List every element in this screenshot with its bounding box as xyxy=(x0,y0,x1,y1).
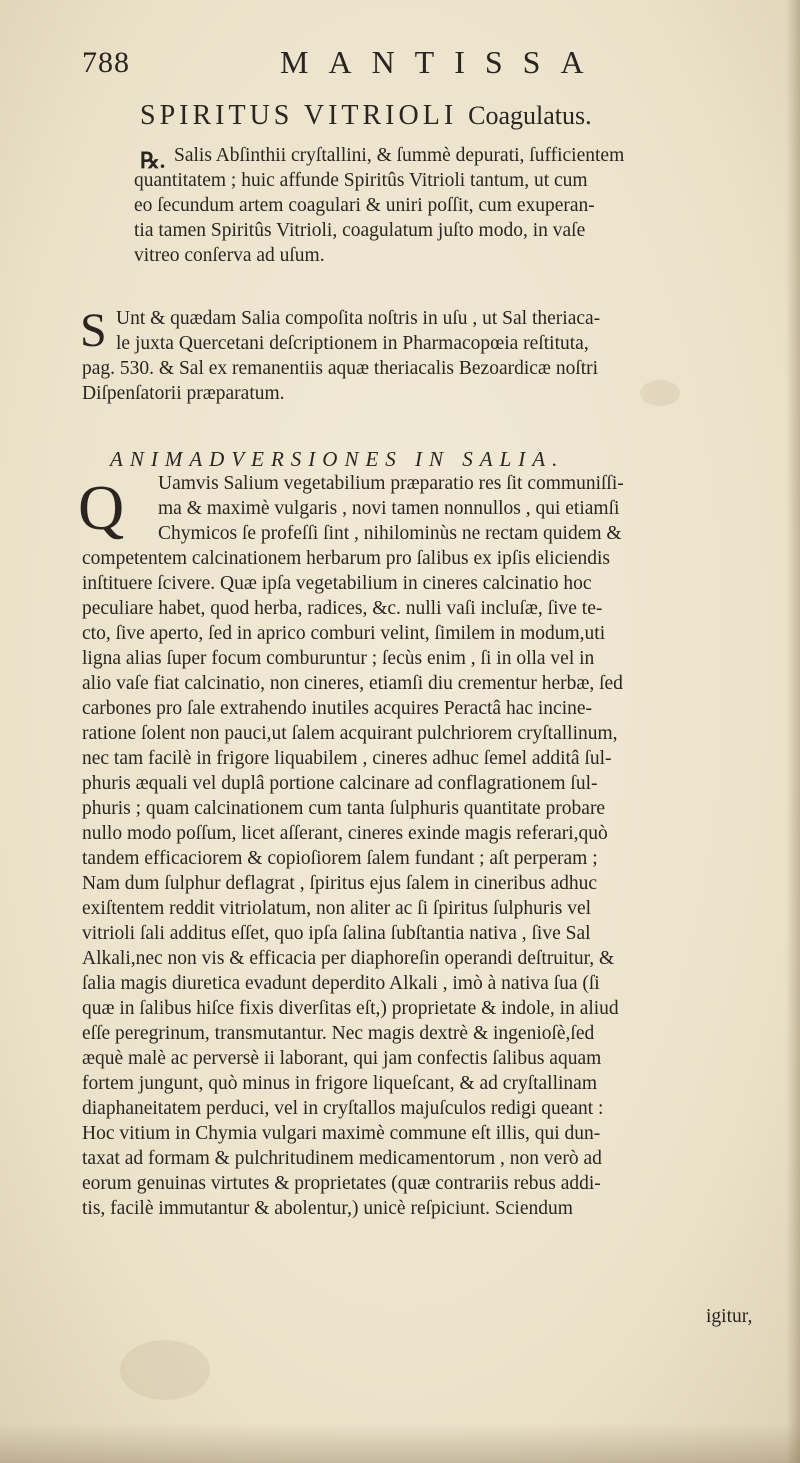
text-line: eo ſecundum artem coagulari & uniri poſſit, cum exuperan- xyxy=(134,195,595,216)
text-line: competentem calcinationem herbarum pro ſalibus ex ipſis eliciendis xyxy=(82,548,610,569)
text-line: tandem efficaciorem & copioſiorem ſalem fundant ; aſt perperam ; xyxy=(82,848,598,869)
paper-stain xyxy=(120,1340,210,1400)
page-bottom-shadow xyxy=(0,1423,800,1463)
text-line: ma & maximè vulgaris , novi tamen nonnullos , qui etiamſi xyxy=(158,498,620,519)
running-head: MANTISSA xyxy=(280,44,604,80)
text-line: nullo modo poſſum, licet aſſerant, cineres exinde magis referari,quò xyxy=(82,823,608,844)
title-sub: Coagulatus. xyxy=(468,101,592,130)
text-line: nec tam facilè in frigore liquabilem , cineres adhuc ſemel additâ ſul- xyxy=(82,748,612,769)
paragraph-sunt xyxy=(82,306,780,406)
text-line: diaphaneitatem perduci, vel in cryſtallos majuſculos redigi queant : xyxy=(82,1098,604,1119)
text-line: tia tamen Spiritûs Vitrioli, coagulatum juſto modo, in vaſe xyxy=(134,220,586,241)
text-line: eorum genuinas virtutes & proprietates (quæ contrariis rebus addi- xyxy=(82,1173,601,1194)
text-line: Hoc vitium in Chymia vulgari maximè commune eſt illis, qui dun- xyxy=(82,1123,601,1144)
text-line: cto, ſive aperto, ſed in aprico comburi velint, ſimilem in modum,uti xyxy=(82,623,606,644)
recipe-symbol: ℞. xyxy=(140,148,166,173)
text-line: vitreo conſerva ad uſum. xyxy=(134,245,325,266)
drop-cap-s: S xyxy=(80,304,107,357)
text-line: fortem jungunt, quò minus in frigore liqueſcant, & ad cryſtallinam xyxy=(82,1073,598,1094)
text-line: exiſtentem reddit vitriolatum, non aliter ac ſi ſpiritus ſulphuris vel xyxy=(82,898,592,919)
recipe-paragraph xyxy=(82,143,780,268)
page-header xyxy=(82,40,602,90)
text-line: alio vaſe fiat calcinatio, non cineres, etiamſi diu crementur herbæ, ſed xyxy=(82,673,623,694)
text-line: æquè malè ac perversè ii laborant, qui jam confectis ſalibus aquam xyxy=(82,1048,602,1069)
text-line: Diſpenſatorii præparatum. xyxy=(82,383,285,404)
text-line: Uamvis Salium vegetabilium præparatio res ſit communiſſi- xyxy=(158,473,624,494)
text-line: Chymicos ſe profeſſi ſint , nihilominùs ne rectam quidem & xyxy=(158,523,622,544)
text-line: Unt & quædam Salia compoſita noſtris in uſu , ut Sal theriaca- xyxy=(116,308,601,329)
text-line: ratione ſolent non pauci,ut ſalem acquirant pulchriorem cryſtallinum, xyxy=(82,723,618,744)
text-line: quantitatem ; huic affunde Spiritûs Vitrioli tantum, ut cum xyxy=(134,170,588,191)
text-line: phuris æquali vel duplâ portione calcinare ad conflagrationem ſul- xyxy=(82,773,598,794)
section-subheading: ANIMADVERSIONES IN SALIA. xyxy=(110,447,565,471)
text-line: pag. 530. & Sal ex remanentiis aquæ theriacalis Bezoardicæ noſtri xyxy=(82,358,599,379)
text-line: inſtituere ſcivere. Quæ ipſa vegetabilium in cineres calcinatio hoc xyxy=(82,573,592,594)
catchword: igitur, xyxy=(706,1306,753,1327)
page-number: 788 xyxy=(82,46,130,79)
title-main: SPIRITUS VITRIOLI xyxy=(140,100,458,131)
paragraph-quamvis xyxy=(82,471,780,1221)
text-line: taxat ad formam & pulchritudinem medicamentorum , non verò ad xyxy=(82,1148,602,1169)
text-line: quæ in ſalibus hiſce fixis diverſitas eſt,) proprietate & indole, in aliud xyxy=(82,998,619,1019)
text-line: tis, facilè immutantur & abolentur,) unicè reſpiciunt. Sciendum xyxy=(82,1198,573,1219)
text-line: peculiare habet, quod herba, radices, &c. nulli vaſi incluſæ, ſive te- xyxy=(82,598,603,619)
text-line: vitrioli ſali additus eſſet, quo ipſa ſalina ſubſtantia nativa , ſive Sal xyxy=(82,923,591,944)
text-line: Nam dum ſulphur deflagrat , ſpiritus ejus ſalem in cineribus adhuc xyxy=(82,873,597,894)
text-line: Alkali,nec non vis & efficacia per diaphoreſin operandi deſtruitur, & xyxy=(82,948,615,969)
text-line: le juxta Quercetani deſcriptionem in Pharmacopœia reſtituta, xyxy=(116,333,589,354)
text-line: carbones pro ſale extrahendo inutiles acquires Peractâ hac incine- xyxy=(82,698,593,719)
text-line: eſſe peregrinum, transmutantur. Nec magis dextrè & ingenioſè,ſed xyxy=(82,1023,595,1044)
section-title xyxy=(140,100,720,132)
page-edge-shadow xyxy=(786,0,800,1463)
text-line: ſalia magis diuretica evadunt deperdito Alkali , imò à nativa ſua (ſi xyxy=(82,973,600,994)
drop-cap-q: Q xyxy=(78,472,125,543)
text-line: Salis Abſinthii cryſtallini, & ſummè depurati, ſufficientem xyxy=(174,145,625,166)
text-line: ligna alias ſuper focum comburuntur ; ſecùs enim , ſi in olla vel in xyxy=(82,648,595,669)
text-line: phuris ; quam calcinationem cum tanta ſulphuris quantitate probare xyxy=(82,798,606,819)
